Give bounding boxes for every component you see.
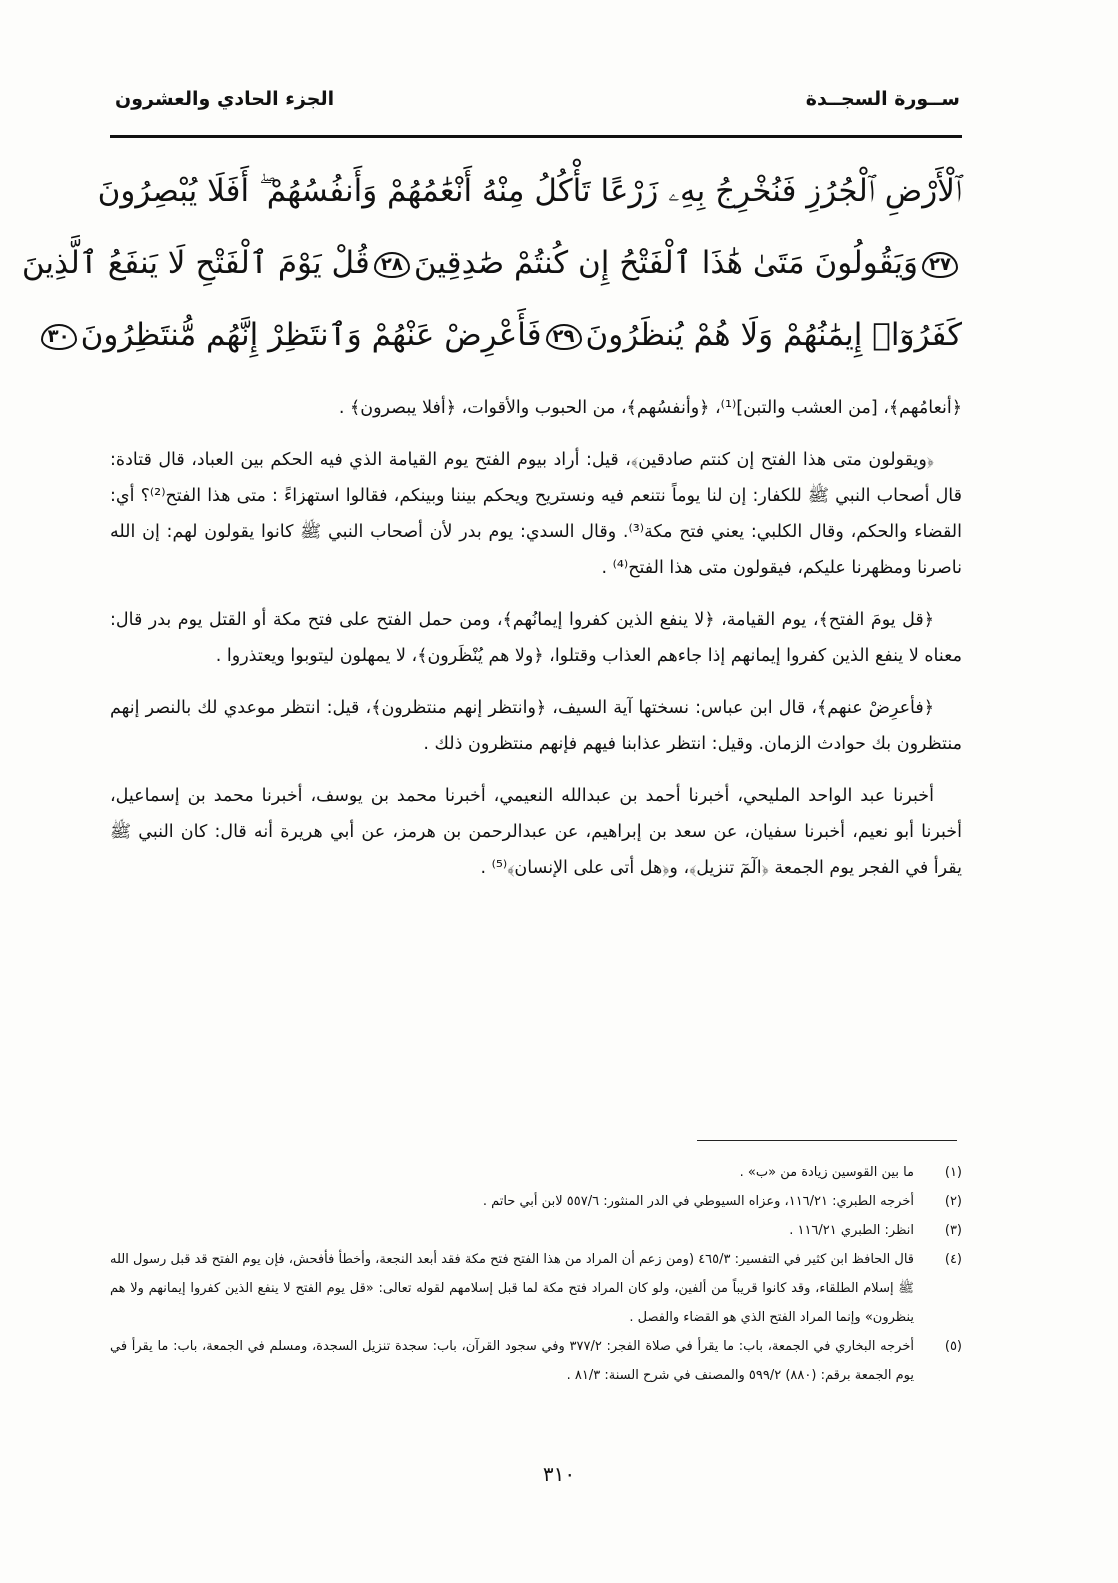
commentary-body bbox=[110, 390, 962, 902]
juz-title: الجزء الحادي والعشرون bbox=[115, 88, 335, 110]
verse-text: وَيَقُولُونَ مَتَىٰ هَٰذَا ٱلْفَتْحُ إِن كُنتُمْ صَٰدِقِينَ bbox=[413, 245, 919, 281]
footnote-text: ما بين القوسين زيادة من «ب» . bbox=[739, 1165, 914, 1180]
commentary-paragraph: أخبرنا عبد الواحد المليحي، أخبرنا أحمد بن عبدالله النعيمي، أخبرنا محمد بن يوسف، أخبرنا محمد بن إسماعيل، أخبرنا أبو نعيم، أخبرنا سفيان، عن سعد بن إبراهيم، عن عبدالرحمن بن هرمز، عن أبي هريرة أنه قال: كان النبي ﷺ يقرأ في الفجر يوم الجمعة ﴿الٓمٓ تنزيل﴾، و﴿هل أتى على الإنسان﴾⁽⁵⁾ . bbox=[110, 786, 962, 878]
quran-verses bbox=[21, 155, 962, 371]
ayah-number-marker: ٢٩ bbox=[546, 324, 582, 350]
ayah-number-marker: ٢٨ bbox=[374, 252, 410, 278]
footnote-text: أخرجه البخاري في الجمعة، باب: ما يقرأ في صلاة الفجر: ٣٧٧/٢ وفي سجود القرآن، باب: سجدة تنزيل السجدة، ومسلم في الجمعة، باب: ما يقرأ في يوم الجمعة برقم: (٨٨٠) ٥٩٩/٢ والمصنف في شرح السنة: ٨١/٣ . bbox=[110, 1339, 914, 1383]
footnote-number: (٣) bbox=[944, 1223, 962, 1238]
footnote-number: (٤) bbox=[944, 1252, 962, 1267]
header-rule bbox=[110, 135, 962, 138]
footnote-number: (٥) bbox=[944, 1339, 962, 1354]
ayah-number-marker: ٣٠ bbox=[41, 324, 77, 350]
verse-text: ٱلْأَرْضِ ٱلْجُرُزِ فَنُخْرِجُ بِهِۦ زَرْعًا تَأْكُلُ مِنْهُ أَنْعَٰمُهُمْ وَأَنفُسُهُمْ ۖ أَفَلَا يُبْصِرُونَ bbox=[97, 173, 962, 209]
commentary-paragraph: ﴿أنعامُهم﴾، [من العشب والتبن]⁽¹⁾، ﴿وأنفسُهم﴾، من الحبوب والأقوات، ﴿أفلا يبصرون﴾ . bbox=[338, 398, 962, 418]
verse-text: كَفَرُوٓا۟ إِيمَٰنُهُمْ وَلَا هُمْ يُنظَرُونَ bbox=[585, 317, 962, 353]
commentary-paragraph: ﴿فأعرِضْ عنهم﴾، قال ابن عباس: نسختها آية السيف، ﴿وانتظر إنهم منتظرون﴾، قيل: انتظر موعدي لك بالنصر إنهم منتظرون بك حوادث الزمان. وقيل: انتظر عذابنا فيهم فإنهم منتظرون ذلك . bbox=[110, 698, 962, 754]
quran-line-3 bbox=[47, 299, 962, 371]
running-header bbox=[115, 88, 960, 120]
ayah-number-marker: ٢٧ bbox=[922, 252, 958, 278]
surah-title: ســورة السجــدة bbox=[805, 88, 960, 110]
commentary-paragraph: ﴿قل يومَ الفتح﴾، يوم القيامة، ﴿لا ينفع الذين كفروا إيمانُهم﴾، ومن حمل الفتح على فتح مكة أو القتل يوم بدر قال: معناه لا ينفع الذين كفروا إيمانهم إذا جاءهم العذاب وقتلوا، ﴿ولا هم يُنْظَرون﴾، لا يمهلون ليتوبوا ويعتذروا . bbox=[110, 610, 962, 666]
footnote-text: أخرجه الطبري: ١١٦/٢١، وعزاه السيوطي في الدر المنثور: ٥٥٧/٦ لابن أبي حاتم . bbox=[482, 1194, 914, 1209]
quran-line-2 bbox=[21, 227, 962, 299]
footnote bbox=[110, 1216, 962, 1245]
quran-line-1 bbox=[97, 155, 962, 227]
footnote-rule bbox=[697, 1140, 957, 1141]
footnote bbox=[110, 1158, 962, 1187]
verse-text: قُلْ يَوْمَ ٱلْفَتْحِ لَا يَنفَعُ ٱلَّذِينَ bbox=[21, 245, 370, 281]
verse-text: فَأَعْرِضْ عَنْهُمْ وَٱنتَظِرْ إِنَّهُم مُّنتَظِرُونَ bbox=[80, 317, 542, 353]
page-number: ٣١٠ bbox=[542, 1462, 576, 1486]
commentary-paragraph: ﴿ويقولون متى هذا الفتح إن كنتم صادقين﴾، قيل: أراد بيوم الفتح يوم القيامة الذي فيه الحكم بين العباد، قال قتادة: قال أصحاب النبي ﷺ للكفار: إن لنا يوماً نتنعم فيه ونستريح ويحكم بيننا وبينكم، فقالوا استهزاءً : متى هذا الفتح⁽²⁾؟ أي: القضاء والحكم، وقال الكلبي: يعني فتح مكة⁽³⁾. وقال السدي: يوم بدر لأن أصحاب النبي ﷺ كانوا يقولون لهم: إن الله ناصرنا ومظهرنا عليكم، فيقولون متى هذا الفتح⁽⁴⁾ . bbox=[110, 450, 962, 578]
footnote-text: انظر: الطبري ١١٦/٢١ . bbox=[789, 1223, 914, 1238]
footnote-number: (١) bbox=[944, 1165, 962, 1180]
footnote bbox=[110, 1187, 962, 1216]
footnote bbox=[110, 1332, 962, 1390]
footnote-number: (٢) bbox=[944, 1194, 962, 1209]
footnote-text: قال الحافظ ابن كثير في التفسير: ٤٦٥/٣ (ومن زعم أن المراد من هذا الفتح فتح مكة فقد أبعد النجعة، وأخطأ فأفحش، فإن يوم الفتح قد قبل رسول الله ﷺ إسلام الطلقاء، وقد كانوا قريباً من ألفين، ولو كان المراد فتح مكة لما قبل إسلامهم لقوله تعالى: «قل يوم الفتح لا ينفع الذين كفروا إيمانهم ولا هم ينظرون» وإنما المراد الفتح الذي هو القضاء والفصل . bbox=[110, 1252, 915, 1325]
footnote bbox=[110, 1245, 962, 1332]
footnotes bbox=[110, 1158, 962, 1390]
